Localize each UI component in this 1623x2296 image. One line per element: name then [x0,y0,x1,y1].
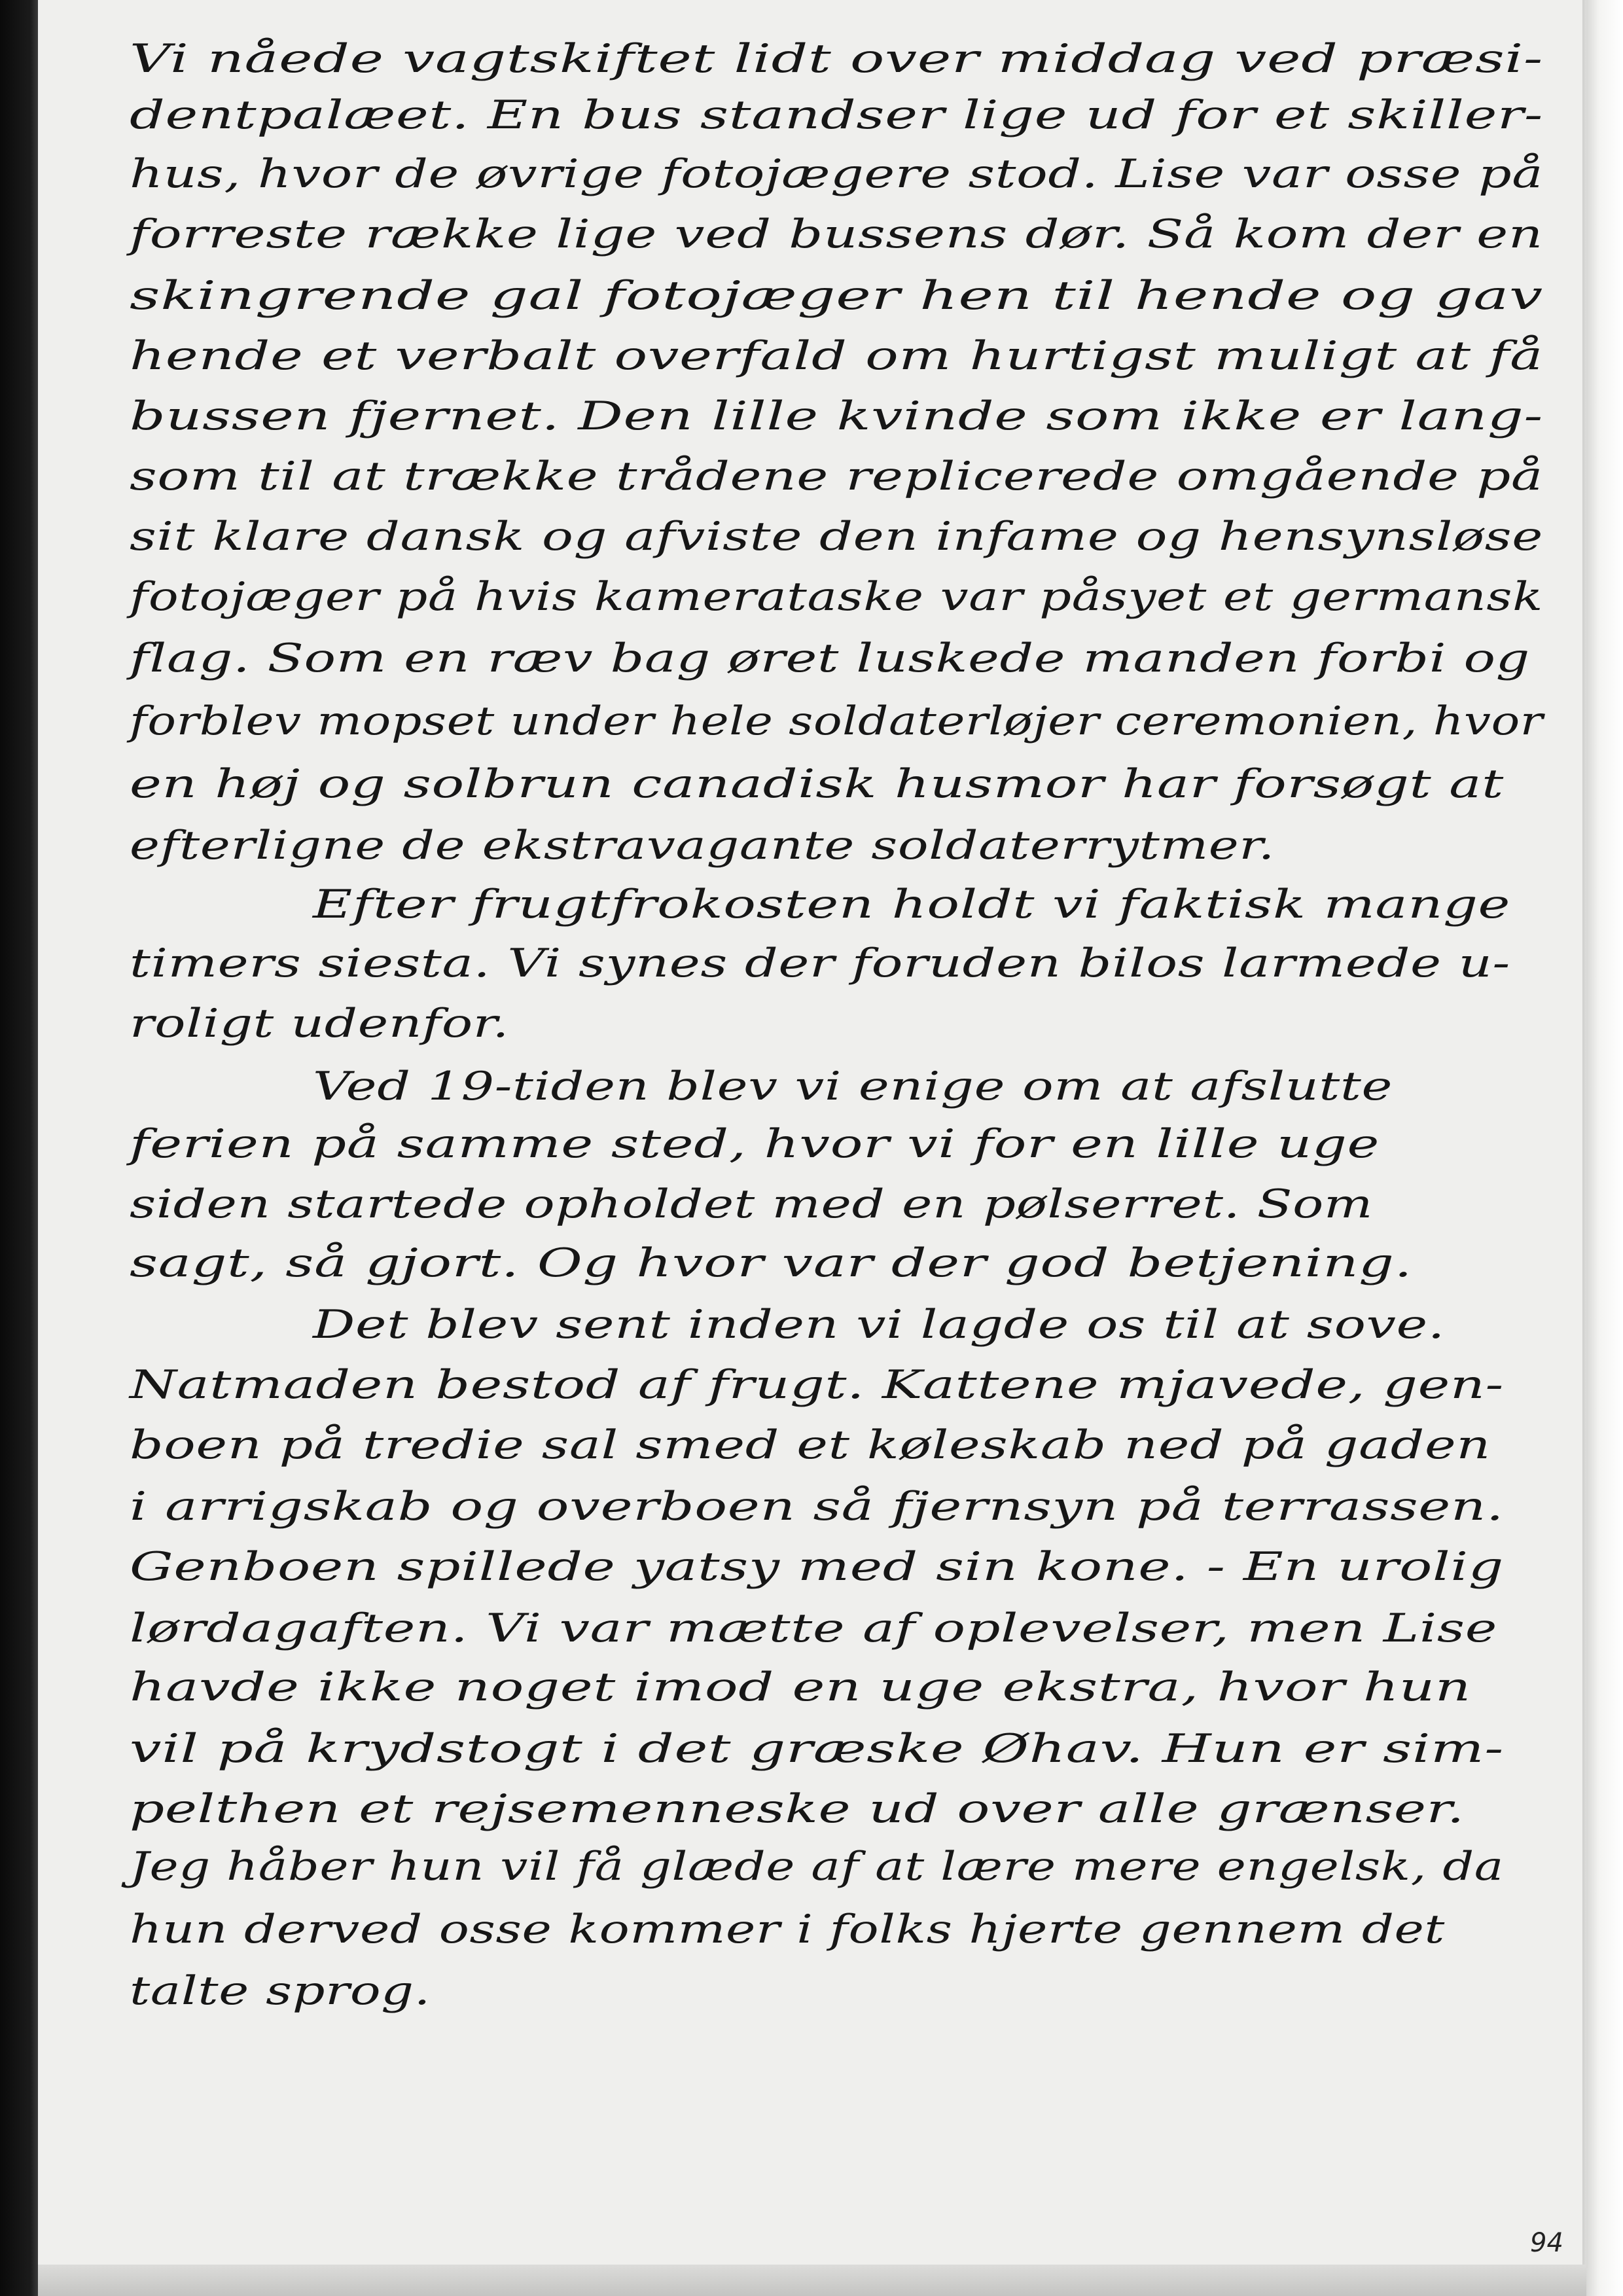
scan-bottom-border [38,2265,1586,2296]
scan-left-border [0,0,38,2296]
scan-right-border [1586,0,1623,2296]
page-number: 94 [1530,2228,1563,2258]
handwritten-page: Vi nåede vagtskiftet lidt over middag ved præsi- dentpalæet. En bus standser lige ud for et skiller- hus, hvor de øvrige fotojægere stod. Lise var osse på forreste række lige ved bussens dør. Så kom der en skingrende gal fotojæger hen til hende og gav hende et verbalt overfald om hurtigst muligt at få bussen fjernet. Den lille kvinde som ikke er lang- som til at trække trådene replicerede omgående på sit klare dansk og afviste den infame og hensynsløse fotojæger på hvis kamerataske var påsyet et germansk flag. Som en ræv bag øret luskede manden forbi og forblev mopset under hele soldaterløjer ceremonien, hvor en høj og solbrun canadisk husmor har forsøgt at efterligne de ekstravagante soldaterrytmer. Efter frugtfrokosten holdt vi faktisk mange timers siesta. Vi synes der foruden bilos larmede u- roligt udenfor. Ved 19-tiden blev vi enige om at afslutte ferien på samme sted, hvor vi for en lille uge siden startede opholdet med en pølserret. Som sagt, så gjort. Og hvor var der god betjening. Det blev sent inden vi lagde os til at sove. Natmaden bestod af frugt. Kattene mjavede, gen- boen på tredie sal smed et køleskab ned på gaden i arrigskab og overboen så fjernsyn på terrassen. Genboen spillede yatsy med sin kone. - En urolig lørdagaften. Vi var mætte af oplevelser, men Lise havde ikke noget imod en uge ekstra, hvor hun vil på krydstogt i det græske Øhav. Hun er sim- pelthen et rejsemenneske ud over alle grænser. Jeg håber hun vil få glæde af at lære mere engelsk, da hun derved osse kommer i folks hjerte gennem det talte sprog. 94 [38,0,1584,2266]
